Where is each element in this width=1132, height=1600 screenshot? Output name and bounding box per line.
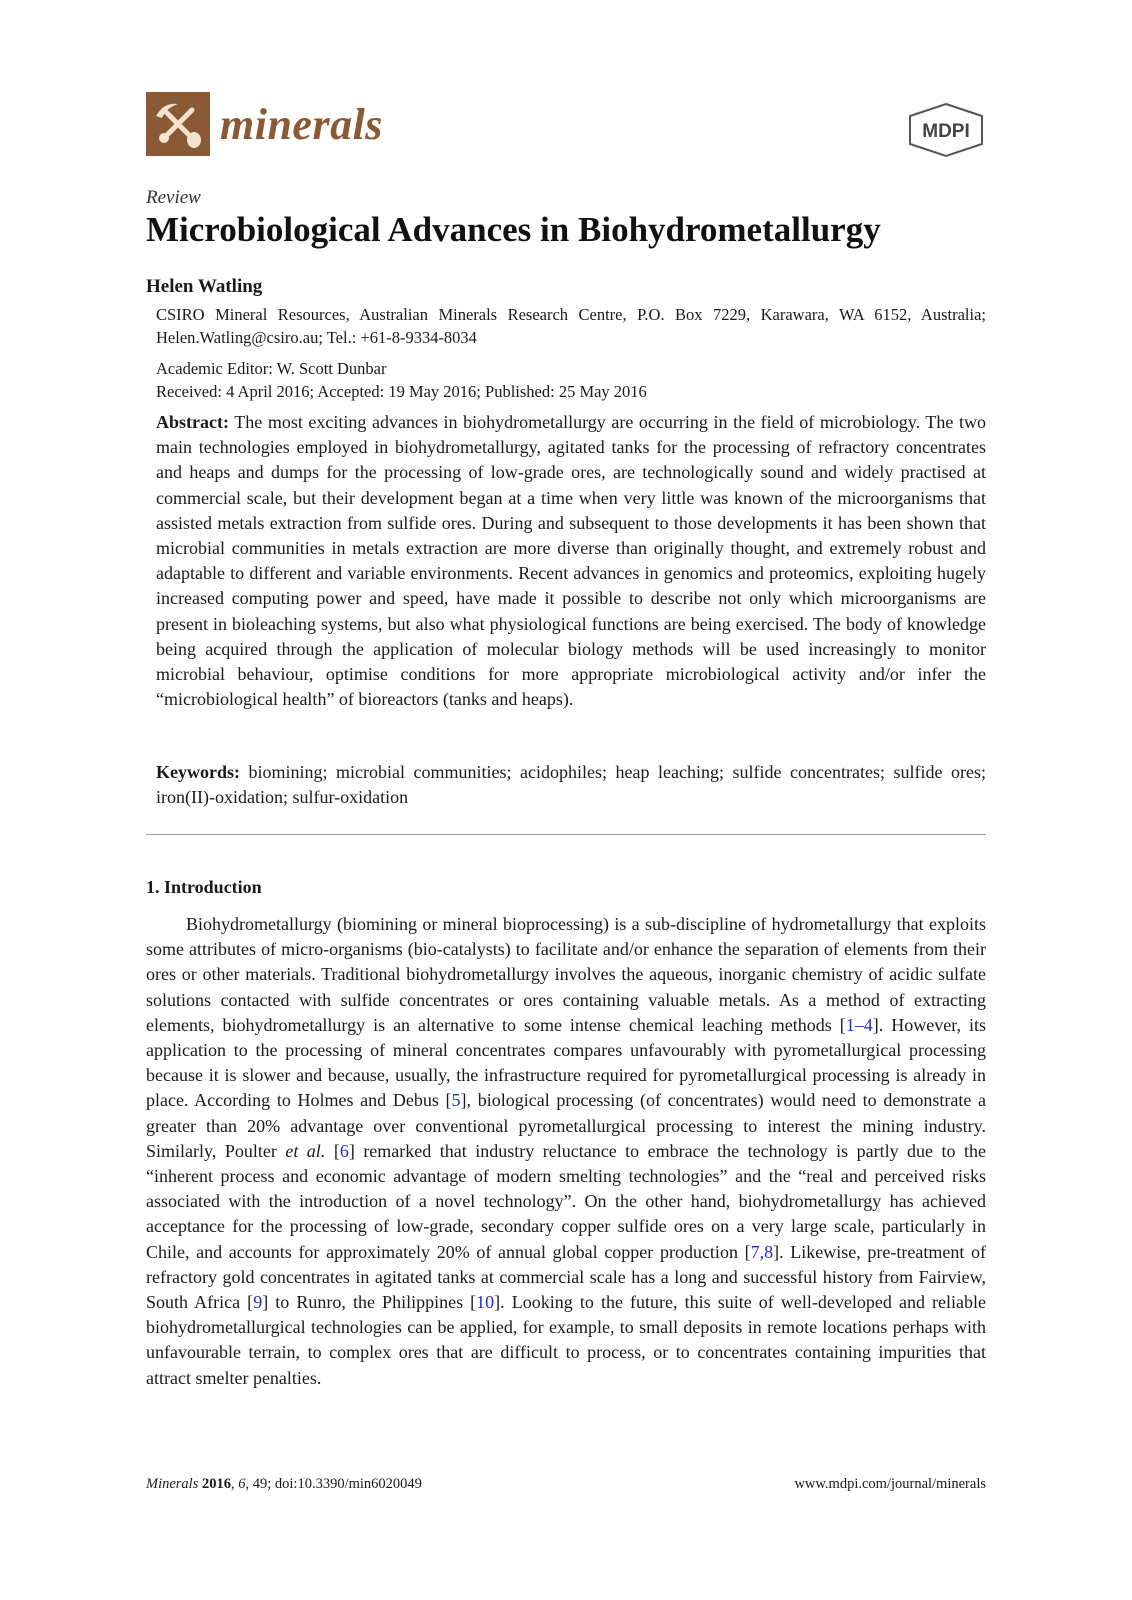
text-run: ], biological processing (of concentrates) would need to demonstrate a greater than 20% advantage over conventional pyrometallurgical processing to interest the mining industry. Similarly, Poulter	[146, 1090, 987, 1161]
journal-name: minerals	[220, 99, 383, 149]
article-type: Review	[146, 187, 201, 208]
citation-link[interactable]: 6	[339, 1140, 349, 1161]
text-run: [	[325, 1140, 340, 1161]
citation-link[interactable]: 10	[476, 1292, 495, 1313]
keywords	[156, 760, 986, 810]
mdpi-logo[interactable]	[906, 102, 986, 158]
text-run: ]. Looking to the future, this suite of well-developed and reliable biohydrometallurgical technologies can be applied, for example, to small deposits in remote locations perhaps with unfavourable terrain, to complex ores that are difficult to process, or to concentrates containing impurities that attract smelter penalties.	[146, 1292, 987, 1388]
text-run-italic: et al.	[285, 1140, 326, 1161]
text-run: ]. However, its application to the processing of mineral concentrates compares unfavourably with pyrometallurgical processing because it is slower and because, usually, the infrastructure required for pyrometallurgical processing is already in place. According to Holmes and Debus [	[146, 1014, 986, 1111]
abstract-label: Abstract:	[156, 412, 229, 432]
citation-link[interactable]: 7,8	[750, 1241, 774, 1262]
page-header	[146, 92, 986, 162]
abstract	[156, 410, 986, 712]
citation-link[interactable]: 1–4	[845, 1014, 873, 1035]
keywords-label: Keywords:	[156, 762, 240, 782]
footer-year: 2016	[201, 1476, 231, 1492]
author-affiliation: CSIRO Mineral Resources, Australian Minerals Research Centre, P.O. Box 7229, Karawara, WA 6152, Australia; Helen.Watling@csiro.au; Tel.: +61-8-9334-8034	[156, 305, 986, 347]
footer-url[interactable]: www.mdpi.com/journal/minerals	[794, 1476, 986, 1492]
article-title: Microbiological Advances in Biohydrometallurgy	[146, 210, 881, 249]
citation-link[interactable]: 9	[253, 1292, 263, 1313]
footer-journal: Minerals	[146, 1476, 199, 1492]
publisher-name: MDPI	[922, 121, 970, 142]
abstract-text: The most exciting advances in biohydrometallurgy are occurring in the field of microbiology. The two main technologies employed in biohydrometallurgy, agitated tanks for the processing of refractory concentrates and heaps and dumps for the processing of low-grade ores, are technologically sound and widely practised at commercial scale, but their development began at a time when very little was known of the microorganisms that assisted metals extraction from sulfide ores. During and subsequent to those developments it has been shown that microbial communities in metals extraction are more diverse than originally thought, and extremely robust and adaptable to different and variable environments. Recent advances in genomics and proteomics, exploiting hugely increased computing power and speed, have made it possible to describe not only which microorganisms are present in bioleaching systems, but also what physiological functions are being exercised. The body of knowledge being acquired through the application of molecular biology methods will be used increasingly to monitor microbial behaviour, optimise conditions for more appropriate microbiological activity and/or infer the “microbiological health” of bioreactors (tanks and heaps).	[156, 412, 986, 710]
pickaxe-shovel-icon	[146, 92, 210, 156]
text-run: ] remarked that industry reluctance to embrace the technology is partly due to the “inherent process and economic advantage of modern smelting technologies” and the “real and perceived risks associated with the introduction of a novel technology”. On the other hand, biohydrometallurgy has achieved acceptance for the processing of low-grade, secondary copper sulfide ores on a very large scale, particularly in Chile, and accounts for approximately 20% of annual global copper production [	[146, 1140, 987, 1262]
footer-doi: , 49; doi:10.3390/min6020049	[245, 1476, 422, 1492]
academic-editor: Academic Editor: W. Scott Dunbar	[156, 359, 387, 378]
text-run: Biohydrometallurgy (biomining or mineral bioprocessing) is a sub-discipline of hydrometallurgy that exploits some attributes of micro-organisms (bio-catalysts) to facilitate and/or enhance the separation of elements from their ores or other materials. Traditional biohydrometallurgy involves the aqueous, inorganic chemistry of acidic sulfate solutions contacted with sulfide concentrates or ores containing valuable metals. As a method of extracting elements, biohydrometallurgy is an alternative to some intense chemical leaching methods [	[146, 914, 986, 1035]
footer-citation: Minerals 2016, 6, 49; doi:10.3390/min6020049	[146, 1476, 422, 1492]
footer-volume: 6	[238, 1476, 246, 1492]
journal-logo[interactable]	[146, 92, 383, 156]
author-name: Helen Watling	[146, 276, 263, 297]
text-run: ]. Likewise, pre-treatment of refractory gold concentrates in agitated tanks at commercial scale has a long and successful history from Fairview, South Africa [	[146, 1241, 986, 1313]
citation-link[interactable]: 5	[451, 1090, 461, 1111]
introduction-paragraph	[146, 912, 986, 1391]
keywords-text: biomining; microbial communities; acidophiles; heap leaching; sulfide concentrates; sulfide ores; iron(II)-oxidation; sulfur-oxidation	[156, 762, 987, 807]
text-run: ] to Runro, the Philippines [	[262, 1292, 477, 1313]
publication-dates: Received: 4 April 2016; Accepted: 19 May 2016; Published: 25 May 2016	[156, 382, 647, 401]
section-heading: 1. Introduction	[146, 877, 262, 897]
divider	[146, 834, 986, 835]
